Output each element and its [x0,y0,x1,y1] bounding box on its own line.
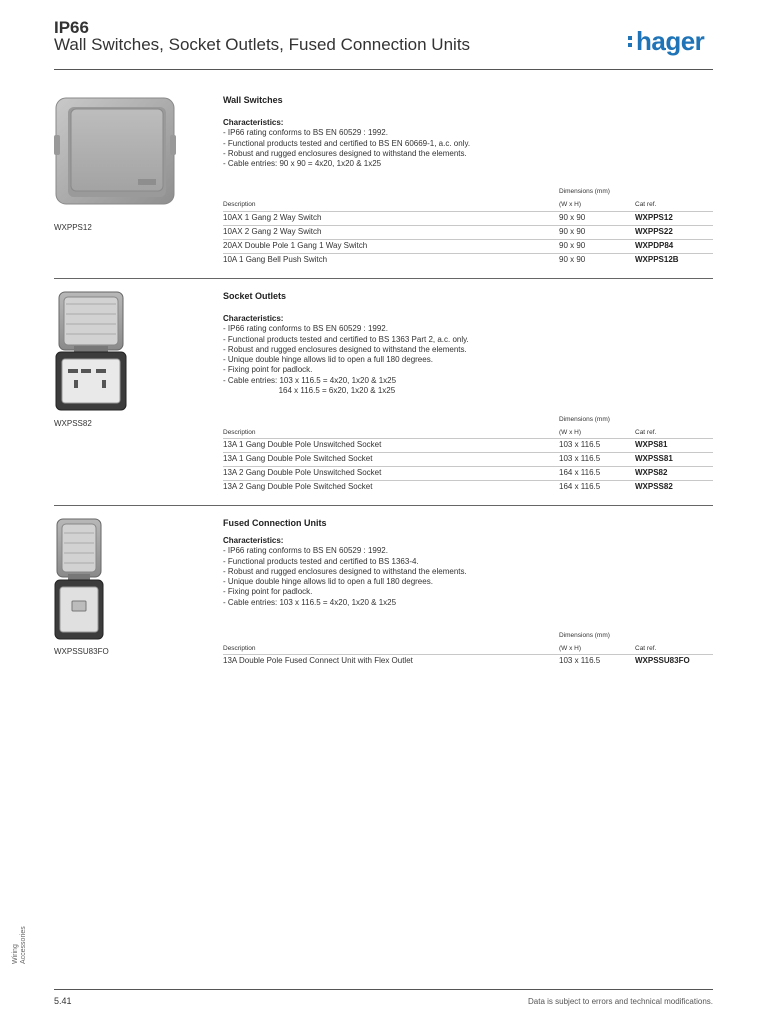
page-title: IP66 [54,18,89,37]
row-catref: WXPSS82 [635,482,673,491]
characteristic-item: - Unique double hinge allows lid to open a full 180 degrees. [223,577,433,587]
characteristics-title: Characteristics: [223,314,284,323]
wxh-header: (W x H) [559,645,582,652]
catref-header: Cat ref. [635,645,657,652]
disclaimer: Data is subject to errors and technical modifications. [528,997,713,1006]
row-description: 13A Double Pole Fused Connect Unit with Flex Outlet [223,656,413,665]
side-label [12,926,28,964]
row-catref: WXPDP84 [635,241,674,250]
characteristic-item: - Robust and rugged enclosures designed to withstand the elements. [223,566,467,576]
page-number: 5.41 [54,996,72,1006]
table-row [223,452,713,467]
characteristic-item: - Robust and rugged enclosures designed to withstand the elements. [223,148,467,158]
row-catref: WXPPS22 [635,227,673,236]
characteristics-block [223,118,470,169]
spec-table [223,632,713,672]
description-header: Description [223,429,256,436]
row-catref: WXPSSU83FO [635,656,690,665]
row-dimensions: 90 x 90 [559,241,586,250]
characteristic-item: - Cable entries: 103 x 116.5 = 4x20, 1x20 & 1x25 [223,375,397,385]
characteristic-item: - IP66 rating conforms to BS EN 60529 : 1992. [223,324,388,334]
table-row [223,253,713,268]
characteristic-item: - Functional products tested and certified to BS 1363 Part 2, a.c. only. [223,334,469,344]
row-catref: WXPPS12B [635,255,679,264]
row-description: 13A 2 Gang Double Pole Switched Socket [223,482,373,491]
row-description: 10A 1 Gang Bell Push Switch [223,255,328,264]
row-description: 13A 2 Gang Double Pole Unswitched Socket [223,468,382,477]
characteristic-item: - Functional products tested and certified to BS 1363-4. [223,556,419,566]
section-title: Fused Connection Units [223,518,327,528]
description-header: Description [223,645,256,652]
wxh-header: (W x H) [559,201,582,208]
socket-outlet-image [54,290,128,412]
catref-header: Cat ref. [635,429,657,436]
table-row [223,466,713,481]
dimensions-header: Dimensions (mm) [559,188,610,195]
table-row [223,239,713,254]
table-row [223,654,713,669]
section-title: Socket Outlets [223,291,287,301]
row-catref: WXPSS81 [635,454,673,463]
characteristic-item: - Unique double hinge allows lid to open a full 180 degrees. [223,355,433,365]
characteristic-item: - Functional products tested and certified to BS EN 60669-1, a.c. only. [223,138,471,148]
spec-table [223,188,713,268]
row-dimensions: 90 x 90 [559,213,586,222]
row-description: 13A 1 Gang Double Pole Switched Socket [223,454,373,463]
characteristic-item: - Fixing point for padlock. [223,587,313,597]
characteristic-item: 164 x 116.5 = 6x20, 1x20 & 1x25 [223,386,396,396]
table-row [223,225,713,240]
row-dimensions: 90 x 90 [559,255,586,264]
wxh-header: (W x H) [559,429,582,436]
row-dimensions: 103 x 116.5 [559,440,601,449]
characteristics-block [223,314,469,396]
side-label-line: Accessories [20,926,27,964]
characteristic-item: - IP66 rating conforms to BS EN 60529 : 1992. [223,128,388,138]
row-dimensions: 103 x 116.5 [559,656,601,665]
page-subtitle: Wall Switches, Socket Outlets, Fused Connection Units [54,35,471,54]
dimensions-header: Dimensions (mm) [559,416,610,423]
dimensions-header: Dimensions (mm) [559,632,610,639]
row-description: 20AX Double Pole 1 Gang 1 Way Switch [223,241,368,250]
spec-table [223,416,713,496]
section-divider [54,278,713,279]
logo-text: hager [636,26,705,56]
row-dimensions: 164 x 116.5 [559,482,601,491]
logo-dots-icon [628,33,633,50]
row-catref: WXPS81 [635,440,668,449]
section-title: Wall Switches [223,95,283,105]
product-code: WXPPS12 [54,223,92,232]
section-divider [54,505,713,506]
row-catref: WXPPS12 [635,213,673,222]
table-row [223,438,713,453]
characteristic-item: - Fixing point for padlock. [223,365,313,375]
row-dimensions: 164 x 116.5 [559,468,601,477]
row-description: 13A 1 Gang Double Pole Unswitched Socket [223,440,382,449]
characteristics-block [223,536,467,608]
characteristic-item: - Robust and rugged enclosures designed to withstand the elements. [223,344,467,354]
catref-header: Cat ref. [635,201,657,208]
wall-switch-image [54,95,176,207]
product-code: WXPSS82 [54,419,92,428]
characteristic-item: - Cable entries: 90 x 90 = 4x20, 1x20 & 1x25 [223,159,382,169]
side-label-line: Wiring [12,944,19,964]
hager-logo [628,26,704,57]
description-header: Description [223,201,256,208]
footer-divider [54,989,713,990]
fused-connection-unit-image [54,517,104,641]
characteristic-item: - IP66 rating conforms to BS EN 60529 : 1992. [223,546,388,556]
characteristics-title: Characteristics: [223,536,284,545]
table-row [223,211,713,226]
header-divider [54,69,713,70]
table-row [223,480,713,495]
product-code: WXPSSU83FO [54,647,109,656]
row-dimensions: 90 x 90 [559,227,586,236]
characteristic-item: - Cable entries: 103 x 116.5 = 4x20, 1x20 & 1x25 [223,597,397,607]
row-dimensions: 103 x 116.5 [559,454,601,463]
characteristics-title: Characteristics: [223,118,284,127]
row-description: 10AX 1 Gang 2 Way Switch [223,213,322,222]
row-description: 10AX 2 Gang 2 Way Switch [223,227,322,236]
row-catref: WXPS82 [635,468,668,477]
